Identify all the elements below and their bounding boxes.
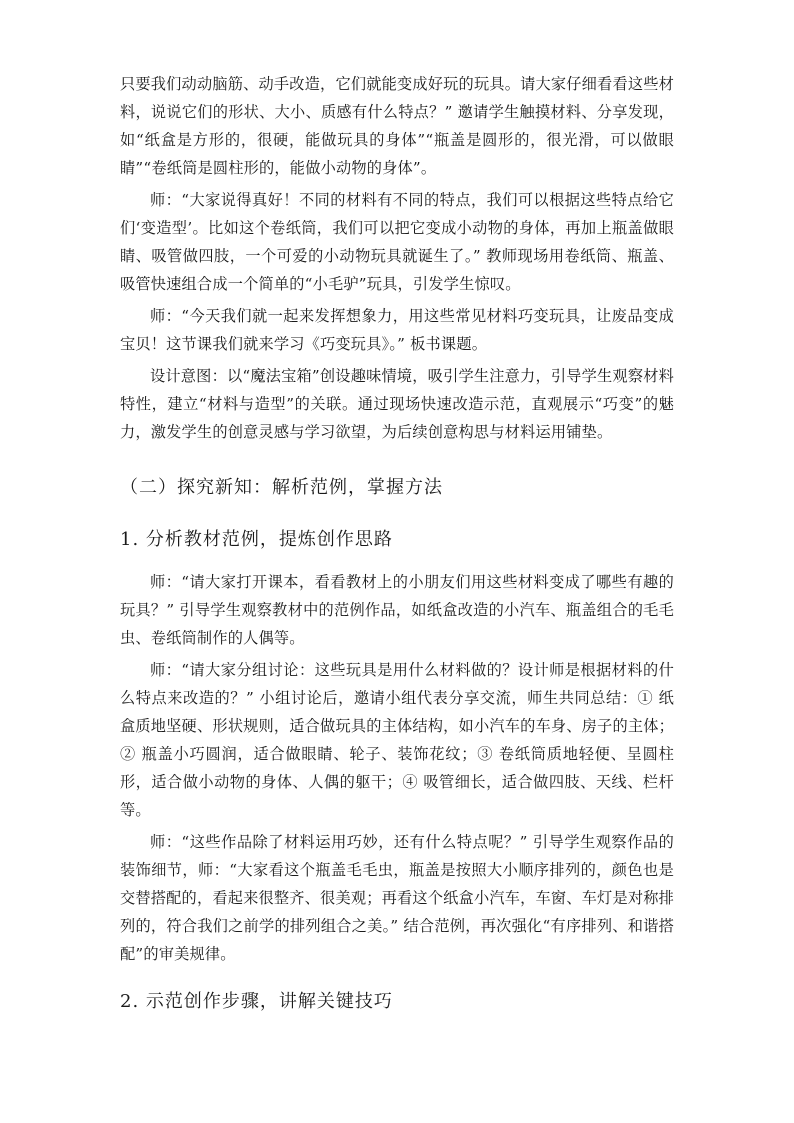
subsection-heading-2: 2. 示范创作步骤，讲解关键技巧 — [120, 991, 393, 1012]
paragraph-intro-continuation: 只要我们动动脑筋、动手改造，它们就能变成好玩的玩具。请大家仔细看看这些材料，说说它们的形状、大小、质感有什么特点？” 邀请学生触摸材料、分享发现，如“纸盒是方形的，很硬，能做玩具的身体”“瓶盖是圆形的，很光滑，可以做眼睛”“卷纸筒是圆柱形的，能做小动物的身体”。 — [120, 75, 674, 177]
paragraph-design-intent: 设计意图：以“魔法宝箱”创设趣味情境，吸引学生注意力，引导学生观察材料特性，建立“材料与造型”的关联。通过现场快速改造示范，直观展示“巧变”的魅力，激发学生的创意灵感与学习欲望，为后续创意构思与材料运用铺垫。 — [120, 367, 674, 441]
paragraph-teacher-topic: 师：“今天我们就一起来发挥想象力，用这些常见材料巧变玩具，让废品变成宝贝！这节课我们就来学习《巧变玩具》。” 板书课题。 — [120, 307, 674, 353]
paragraph-decoration-details: 师：“这些作品除了材料运用巧妙，还有什么特点呢？” 引导学生观察作品的装饰细节，师：“大家看这个瓶盖毛毛虫，瓶盖是按照大小顺序排列的，颜色也是交替搭配的，看起来很整齐、很美观；再看这个纸盒小汽车，车窗、车灯是对称排列的，符合我们之前学的排列组合之美。” 结合范例，再次强化“有序排列、和谐搭配”的审美规律。 — [120, 833, 674, 963]
section-heading: （二）探究新知：解析范例，掌握方法 — [120, 477, 443, 498]
paragraph-textbook-examples: 师：“请大家打开课本，看看教材上的小朋友们用这些材料变成了哪些有趣的玩具？” 引导学生观察教材中的范例作品，如纸盒改造的小汽车、瓶盖组合的毛毛虫、卷纸筒制作的人偶等。 — [120, 573, 674, 647]
paragraph-group-discussion: 师：“请大家分组讨论：这些玩具是用什么材料做的？设计师是根据材料的什么特点来改造的？” 小组讨论后，邀请小组代表分享交流，师生共同总结：① 纸盒质地坚硬、形状规则，适合做玩具的主体结构，如小汽车的车身、房子的主体；② 瓶盖小巧圆润，适合做眼睛、轮子、装饰花纹；③ 卷纸筒质地轻便、呈圆柱形，适合做小动物的身体、人偶的躯干；④ 吸管细长，适合做四肢、天线、栏杆等。 — [120, 661, 674, 819]
subsection-heading-1: 1. 分析教材范例，提炼创作思路 — [120, 529, 393, 550]
paragraph-teacher-materials: 师：“大家说得真好！不同的材料有不同的特点，我们可以根据这些特点给它们‘变造型’。比如这个卷纸筒，我们可以把它变成小动物的身体，再加上瓶盖做眼睛、吸管做四肢，一个可爱的小动物玩具就诞生了。” 教师现场用卷纸筒、瓶盖、吸管快速组合成一个简单的“小毛驴”玩具，引发学生惊叹。 — [120, 191, 674, 293]
